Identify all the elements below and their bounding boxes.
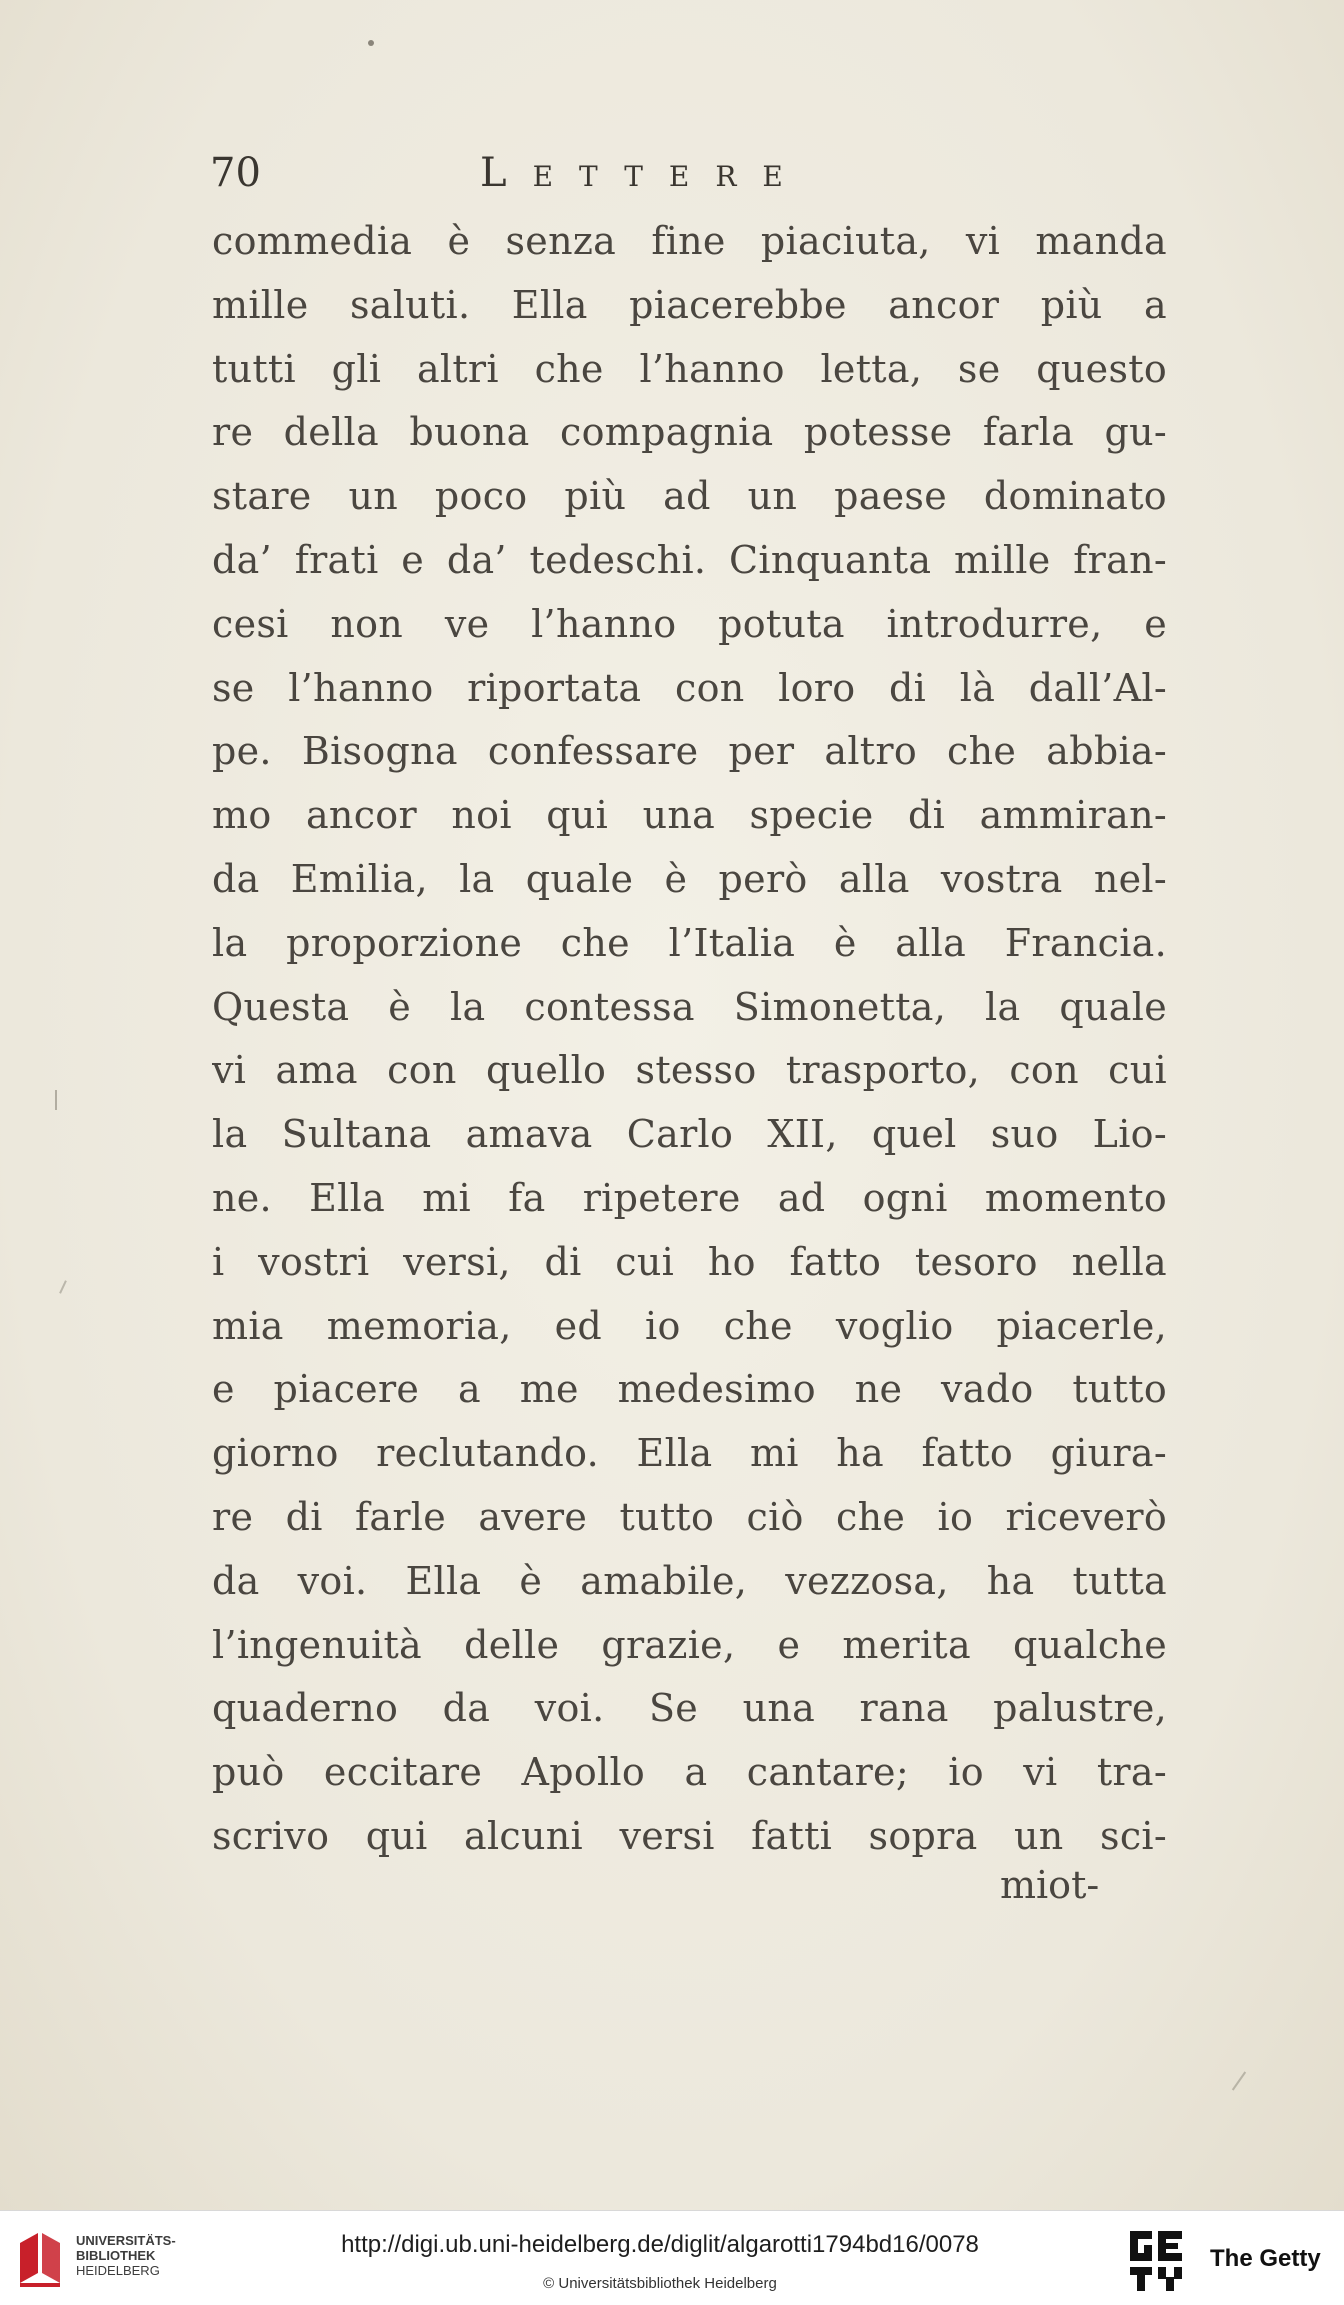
getty-name: The Getty: [1210, 2245, 1321, 2272]
text-line: l’ingenuità delle grazie, e merita qualche: [212, 1622, 1167, 1667]
ink-speck: [59, 1280, 67, 1294]
text-line: ne. Ella mi fa ripetere ad ogni momento: [212, 1175, 1167, 1220]
running-title: Lettere: [480, 150, 809, 196]
ink-speck: [1232, 2071, 1246, 2090]
text-line: i vostri versi, di cui ho fatto tesoro nella: [212, 1239, 1167, 1284]
ink-speck: [368, 40, 374, 46]
text-line: mo ancor noi qui una specie di ammiran-: [212, 793, 1167, 838]
text-line: giorno reclutando. Ella mi ha fatto giura-: [212, 1431, 1167, 1476]
library-name-line1: UNIVERSITÄTS-: [76, 2233, 176, 2248]
library-name: [76, 2233, 176, 2278]
catchword: miot-: [1000, 1863, 1100, 1907]
text-line: la proporzione che l’Italia è alla Francia.: [212, 920, 1167, 965]
text-line: la Sultana amava Carlo XII, quel suo Lio-: [212, 1112, 1167, 1157]
text-line: da’ frati e da’ tedeschi. Cinquanta mille fran-: [212, 537, 1167, 582]
getty-logo-icon: [1128, 2227, 1190, 2293]
text-line: re di farle avere tutto ciò che io riceverò: [212, 1494, 1167, 1539]
footer-bar: [0, 2210, 1344, 2305]
permalink-url[interactable]: http://digi.ub.uni-heidelberg.de/diglit/algarotti1794bd16/0078: [341, 2231, 979, 2258]
copyright-notice: © Universitätsbibliothek Heidelberg: [543, 2275, 777, 2292]
text-line: re della buona compagnia potesse farla gu-: [212, 410, 1167, 455]
text-line: se l’hanno riportata con loro di là dall’Al-: [212, 665, 1167, 710]
ink-speck: [55, 1090, 57, 1110]
page-number: 70: [210, 150, 261, 196]
text-line: Questa è la contessa Simonetta, la quale: [212, 984, 1167, 1029]
text-line: mille saluti. Ella piacerebbe ancor più a: [212, 282, 1167, 327]
page-header: [210, 148, 1170, 198]
text-line: da voi. Ella è amabile, vezzosa, ha tutta: [212, 1558, 1167, 1603]
library-name-line2: BIBLIOTHEK: [76, 2248, 156, 2263]
text-line: e piacere a me medesimo ne vado tutto: [212, 1367, 1167, 1412]
text-line: stare un poco più ad un paese dominato: [212, 474, 1167, 519]
text-line: pe. Bisogna confessare per altro che abbia-: [212, 729, 1167, 774]
text-line: scrivo qui alcuni versi fatti sopra un sci-: [212, 1813, 1167, 1858]
text-line: tutti gli altri che l’hanno letta, se questo: [212, 346, 1167, 391]
text-line: mia memoria, ed io che voglio piacerle,: [212, 1303, 1167, 1348]
text-line: quaderno da voi. Se una rana palustre,: [212, 1686, 1167, 1731]
text-line: da Emilia, la quale è però alla vostra nel-: [212, 856, 1167, 901]
library-name-line3: HEIDELBERG: [76, 2263, 160, 2278]
text-line: cesi non ve l’hanno potuta introdurre, e: [212, 601, 1167, 646]
text-line: può eccitare Apollo a cantare; io vi tra-: [212, 1750, 1167, 1795]
university-library-logo-icon: [14, 2229, 68, 2289]
body-text: [212, 210, 1167, 1869]
text-line: vi ama con quello stesso trasporto, con cui: [212, 1048, 1167, 1093]
text-line: commedia è senza fine piaciuta, vi manda: [212, 219, 1167, 263]
